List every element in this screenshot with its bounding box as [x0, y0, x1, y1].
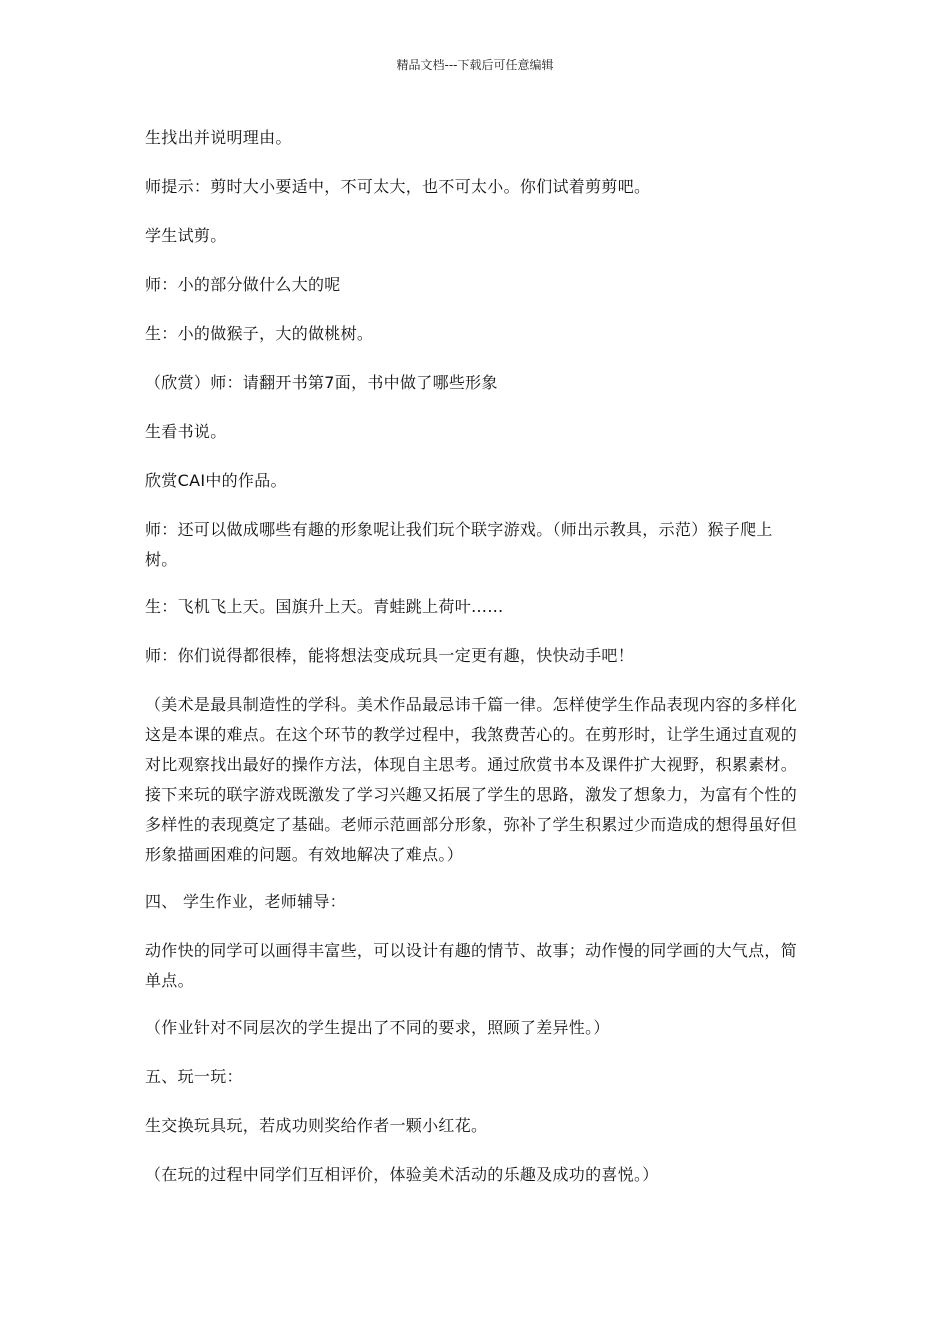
section-heading: 五、玩一玩： — [145, 1067, 243, 1086]
paragraph: 生找出并说明理由。 — [145, 128, 292, 147]
paragraph: 学生试剪。 — [145, 226, 227, 245]
paragraph: 生：飞机飞上天。国旗升上天。青蛙跳上荷叶…… — [145, 597, 504, 616]
paragraph: 生：小的做猴子，大的做桃树。 — [145, 324, 374, 343]
paragraph: 师：小的部分做什么大的呢 — [145, 275, 341, 294]
paragraph: （欣赏）师：请翻开书第7面，书中做了哪些形象 — [145, 373, 498, 392]
paragraph: 师提示：剪时大小要适中，不可太大，也不可太小。你们试着剪剪吧。 — [145, 177, 651, 196]
paragraph: 师：你们说得都很棒，能将想法变成玩具一定更有趣，快快动手吧！ — [145, 646, 635, 665]
paragraph: 欣赏CAI中的作品。 — [145, 471, 287, 490]
paragraph: 动作快的同学可以画得丰富些，可以设计有趣的情节、故事；动作慢的同学画的大气点，简单点。 — [145, 941, 798, 990]
paragraph: 师：还可以做成哪些有趣的形象呢让我们玩个联字游戏。（师出示教具，示范）猴子爬上树。 — [145, 520, 773, 569]
page-header: 精品文档---下载后可任意编辑 — [396, 58, 554, 72]
document-body — [145, 123, 797, 1209]
paragraph: （美术是最具制造性的学科。美术作品最忌讳千篇一律。怎样使学生作品表现内容的多样化这是本课的难点。在这个环节的教学过程中，我煞费苦心的。在剪形时，让学生通过直观的对比观察找出最好的操作方法，体现自主思考。通过欣赏书本及课件扩大视野，积累素材。接下来玩的联字游戏既激发了学习兴趣又拓展了学生的思路，激发了想象力，为富有个性的多样性的表现奠定了基础。老师示范画部分形象，弥补了学生积累过少而造成的想得虽好但形象描画困难的问题。有效地解决了难点。） — [145, 695, 798, 864]
paragraph: 生看书说。 — [145, 422, 227, 441]
section-heading: 四、 学生作业，老师辅导： — [145, 892, 346, 911]
paragraph: （作业针对不同层次的学生提出了不同的要求，照顾了差异性。） — [145, 1018, 610, 1037]
paragraph: 生交换玩具玩，若成功则奖给作者一颗小红花。 — [145, 1116, 488, 1135]
paragraph: （在玩的过程中同学们互相评价，体验美术活动的乐趣及成功的喜悦。） — [145, 1165, 659, 1184]
